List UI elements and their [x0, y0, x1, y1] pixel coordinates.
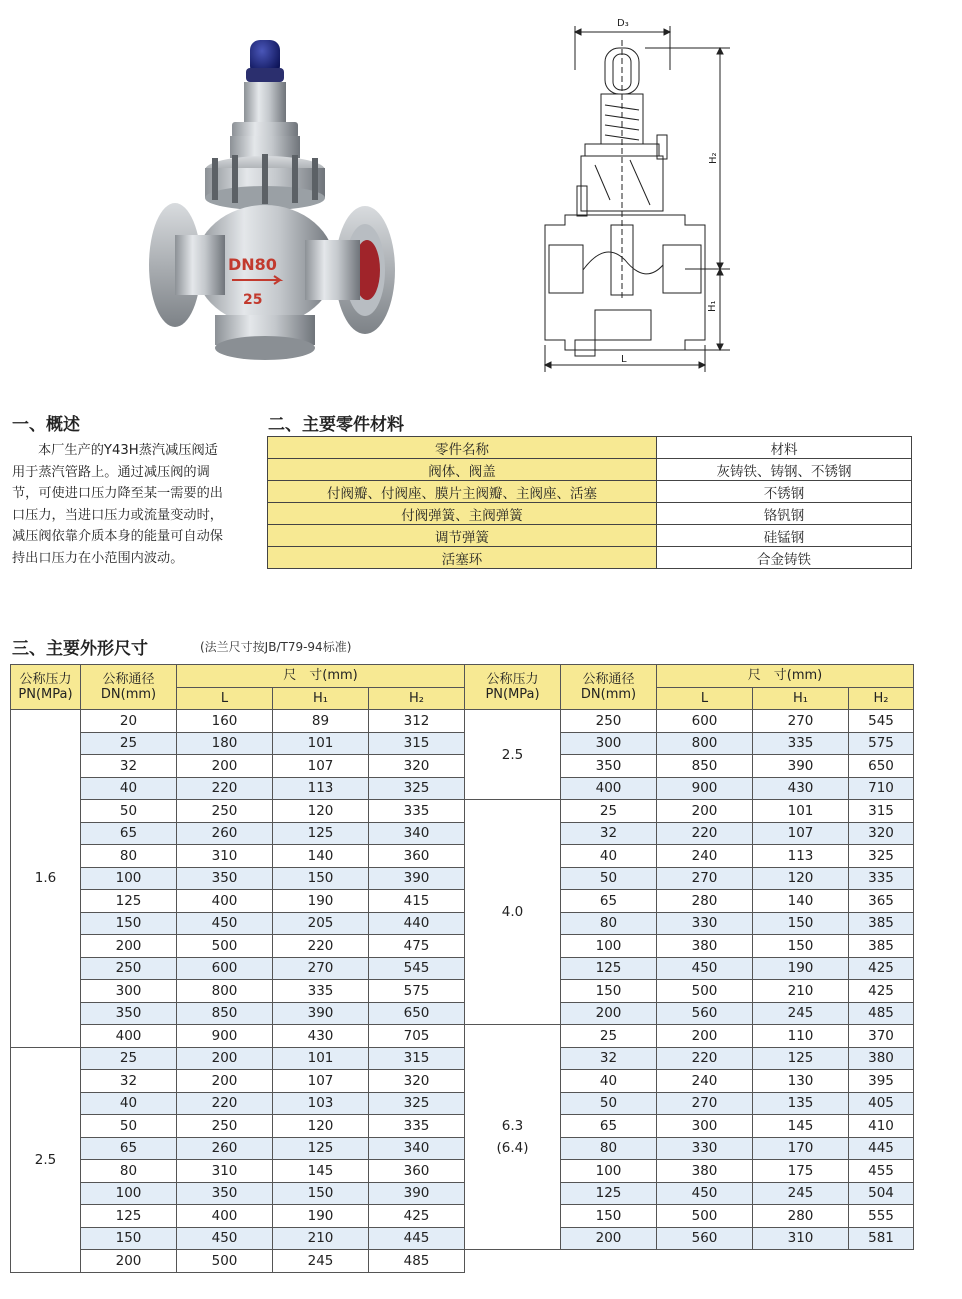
- table-row: [11, 1092, 914, 1115]
- h2-cell: 370: [849, 1025, 914, 1048]
- h1-cell: 103: [273, 1092, 369, 1115]
- table-row: [11, 890, 914, 913]
- l-cell: 600: [177, 957, 273, 980]
- l-cell: 220: [177, 1092, 273, 1115]
- pn-cell: [11, 710, 81, 1048]
- pn-label: 25: [243, 292, 263, 308]
- h1-cell: 125: [273, 1137, 369, 1160]
- l-cell: 380: [657, 1160, 753, 1183]
- dn-cell: 300: [561, 732, 657, 755]
- h2-cell: 315: [369, 732, 465, 755]
- dn-cell: 200: [81, 935, 177, 958]
- l-cell: 500: [177, 1250, 273, 1273]
- dn-cell: 200: [561, 1002, 657, 1025]
- h1-cell: 430: [753, 777, 849, 800]
- h1-cell: 280: [753, 1205, 849, 1228]
- l-cell: 260: [177, 1137, 273, 1160]
- h1-cell: 113: [753, 845, 849, 868]
- l-cell: 850: [657, 755, 753, 778]
- table-row: [11, 732, 914, 755]
- material: 合金铸铁: [657, 547, 912, 569]
- h2-cell: 545: [849, 710, 914, 733]
- h2-cell: 650: [849, 755, 914, 778]
- dn-cell: 32: [81, 755, 177, 778]
- materials-header-material: 材料: [657, 437, 912, 459]
- pn-cell: [465, 800, 561, 1025]
- header-pn: 公称压力 PN(MPa): [465, 665, 561, 710]
- material: 硅锰钢: [657, 525, 912, 547]
- table-row: [11, 1002, 914, 1025]
- dn-cell: 350: [561, 755, 657, 778]
- h1-cell: 190: [753, 957, 849, 980]
- pn-value: 6.3: [501, 1118, 524, 1134]
- intro-line: 口压力，当进口压力或流量变动时，: [12, 507, 223, 523]
- materials-header-part: 零件名称: [268, 437, 657, 459]
- h1-cell: 430: [273, 1025, 369, 1048]
- h2-cell: 581: [849, 1227, 914, 1250]
- table-row: [11, 822, 914, 845]
- h1-cell: 245: [753, 1182, 849, 1205]
- table-row: [268, 547, 912, 569]
- h1-cell: 205: [273, 912, 369, 935]
- dn-cell: 40: [561, 1070, 657, 1093]
- h1-cell: 120: [273, 800, 369, 823]
- l-cell: 270: [657, 867, 753, 890]
- h1-cell: 150: [273, 1182, 369, 1205]
- header-dims: 尺 寸(mm): [177, 665, 465, 688]
- h1-cell: 120: [753, 867, 849, 890]
- h1-cell: 101: [273, 1047, 369, 1070]
- dn-cell: 100: [81, 1182, 177, 1205]
- dn-cell: 50: [561, 867, 657, 890]
- h2-cell: 650: [369, 1002, 465, 1025]
- pn-cell: [465, 710, 561, 800]
- dn-cell: 65: [81, 1137, 177, 1160]
- h2-cell: 340: [369, 822, 465, 845]
- h2-cell: 440: [369, 912, 465, 935]
- dn-cell: 50: [81, 800, 177, 823]
- h2-cell: 485: [849, 1002, 914, 1025]
- h2-cell: 320: [369, 755, 465, 778]
- d3-label: D₃: [617, 18, 629, 29]
- intro-line: 本厂生产的Y43H蒸汽减压阀适: [38, 443, 218, 458]
- h2-cell: 385: [849, 912, 914, 935]
- h1-cell: 107: [753, 822, 849, 845]
- dn-cell: 40: [561, 845, 657, 868]
- intro-paragraph: [12, 440, 264, 569]
- dn-cell: 80: [561, 1137, 657, 1160]
- h2-cell: 415: [369, 890, 465, 913]
- h2-cell: 360: [369, 845, 465, 868]
- l-cell: 270: [657, 1092, 753, 1115]
- table-row: [268, 525, 912, 547]
- h1-cell: 107: [273, 755, 369, 778]
- h1-cell: 210: [753, 980, 849, 1003]
- section3-title: 三、主要外形尺寸: [12, 639, 148, 659]
- dn-cell: 25: [81, 732, 177, 755]
- dn-cell: 350: [81, 1002, 177, 1025]
- l-cell: 250: [177, 1115, 273, 1138]
- l-cell: 400: [177, 1205, 273, 1228]
- h1-cell: 245: [273, 1250, 369, 1273]
- h2-cell: 410: [849, 1115, 914, 1138]
- table-row: [11, 980, 914, 1003]
- h1-cell: 145: [273, 1160, 369, 1183]
- h2-cell: 315: [369, 1047, 465, 1070]
- part-name: 阀体、阀盖: [268, 459, 657, 481]
- dn-cell: 150: [561, 1205, 657, 1228]
- l-cell: 560: [657, 1002, 753, 1025]
- h1-cell: 390: [273, 1002, 369, 1025]
- h1-cell: 270: [273, 957, 369, 980]
- l-cell: 160: [177, 710, 273, 733]
- header-dims: 尺 寸(mm): [657, 665, 914, 688]
- h2-cell: 575: [369, 980, 465, 1003]
- pn-value: 2.5: [501, 746, 524, 763]
- table-row: [268, 437, 912, 459]
- dn-cell: 200: [561, 1227, 657, 1250]
- l-cell: 220: [177, 777, 273, 800]
- dn-cell: 250: [81, 957, 177, 980]
- dn-cell: 100: [561, 935, 657, 958]
- dn-cell: 20: [81, 710, 177, 733]
- h1-cell: 107: [273, 1070, 369, 1093]
- pn-value: 2.5: [34, 1151, 57, 1168]
- h2-cell: 445: [369, 1227, 465, 1250]
- dn-cell: 80: [561, 912, 657, 935]
- dimension-table: [10, 664, 914, 1273]
- h1-cell: 150: [753, 935, 849, 958]
- h1-cell: 89: [273, 710, 369, 733]
- h2-cell: 425: [369, 1205, 465, 1228]
- dn-cell: 32: [561, 822, 657, 845]
- table-row: [11, 1160, 914, 1183]
- dn-cell: 400: [561, 777, 657, 800]
- dn-cell: 65: [81, 822, 177, 845]
- table-row: [11, 755, 914, 778]
- h1-cell: 101: [753, 800, 849, 823]
- dn-cell: 300: [81, 980, 177, 1003]
- h2-cell: 340: [369, 1137, 465, 1160]
- header-h2: H₂: [369, 687, 465, 710]
- dn-cell: 25: [81, 1047, 177, 1070]
- h2-cell: 575: [849, 732, 914, 755]
- dn-label: DN80: [228, 255, 277, 274]
- h1-cell: 190: [273, 1205, 369, 1228]
- dn-cell: 150: [561, 980, 657, 1003]
- dn-cell: 125: [81, 1205, 177, 1228]
- header-l: L: [657, 687, 753, 710]
- l-cell: 280: [657, 890, 753, 913]
- l-cell: 600: [657, 710, 753, 733]
- flange-standard-note: (法兰尺寸按JB/T79-94标准): [200, 640, 352, 654]
- table-row: [11, 777, 914, 800]
- dn-cell: 25: [561, 1025, 657, 1048]
- header-pn: 公称压力 PN(MPa): [11, 665, 81, 710]
- intro-line: 减压阀依靠介质本身的能量可自动保: [12, 529, 223, 544]
- l-cell: 240: [657, 845, 753, 868]
- l-cell: 450: [657, 1182, 753, 1205]
- h1-cell: 190: [273, 890, 369, 913]
- l-cell: 900: [177, 1025, 273, 1048]
- table-row: [268, 459, 912, 481]
- l-cell: 200: [177, 1047, 273, 1070]
- h1-cell: 335: [273, 980, 369, 1003]
- dn-cell: 125: [81, 890, 177, 913]
- h2-cell: 710: [849, 777, 914, 800]
- l-cell: 250: [177, 800, 273, 823]
- table-row: [11, 867, 914, 890]
- h1-cell: 390: [753, 755, 849, 778]
- l-cell: 260: [177, 822, 273, 845]
- intro-line: 持出口压力在小范围内波动。: [12, 550, 184, 566]
- l-cell: 200: [657, 800, 753, 823]
- l-cell: 220: [657, 822, 753, 845]
- pn-cell: [11, 1047, 81, 1272]
- l-cell: 500: [657, 1205, 753, 1228]
- h1-cell: 150: [753, 912, 849, 935]
- h2-cell: 705: [369, 1025, 465, 1048]
- l-cell: 180: [177, 732, 273, 755]
- h2-cell: 325: [369, 1092, 465, 1115]
- dn-cell: 25: [561, 800, 657, 823]
- table-row: [11, 1025, 914, 1048]
- header-l: L: [177, 687, 273, 710]
- h1-cell: 245: [753, 1002, 849, 1025]
- dn-cell: 32: [81, 1070, 177, 1093]
- h2-cell: 390: [369, 1182, 465, 1205]
- dn-cell: 400: [81, 1025, 177, 1048]
- l-cell: 220: [657, 1047, 753, 1070]
- dn-cell: 40: [81, 777, 177, 800]
- h2-cell: 320: [369, 1070, 465, 1093]
- l-label: L: [621, 354, 627, 365]
- part-name: 付阀瓣、付阀座、膜片主阀瓣、主阀座、活塞: [268, 481, 657, 503]
- h2-cell: 312: [369, 710, 465, 733]
- header-h1: H₁: [753, 687, 849, 710]
- section2-title: 二、主要零件材料: [268, 415, 404, 435]
- dn-cell: 32: [561, 1047, 657, 1070]
- table-row: [11, 1182, 914, 1205]
- table-row: [11, 1115, 914, 1138]
- h2-cell: 335: [849, 867, 914, 890]
- l-cell: 200: [177, 1070, 273, 1093]
- h1-cell: 120: [273, 1115, 369, 1138]
- h2-cell: 335: [369, 800, 465, 823]
- h1-cell: 170: [753, 1137, 849, 1160]
- h2-cell: 455: [849, 1160, 914, 1183]
- table-row: [268, 481, 912, 503]
- section1-title: 一、概述: [12, 415, 80, 435]
- table-row: [11, 845, 914, 868]
- material: 不锈钢: [657, 481, 912, 503]
- l-cell: 350: [177, 867, 273, 890]
- h2-label: H₂: [708, 152, 719, 164]
- header-h2: H₂: [849, 687, 914, 710]
- valve-photo: [140, 30, 405, 375]
- material: 铬钒钢: [657, 503, 912, 525]
- materials-table: [267, 436, 912, 569]
- h2-cell: 425: [849, 957, 914, 980]
- dn-cell: 150: [81, 1227, 177, 1250]
- h2-cell: 555: [849, 1205, 914, 1228]
- l-cell: 330: [657, 1137, 753, 1160]
- l-cell: 330: [657, 912, 753, 935]
- l-cell: 560: [657, 1227, 753, 1250]
- material: 灰铸铁、铸钢、不锈钢: [657, 459, 912, 481]
- l-cell: 350: [177, 1182, 273, 1205]
- header-h1: H₁: [273, 687, 369, 710]
- dn-cell: 150: [81, 912, 177, 935]
- valve-drawing: [535, 10, 750, 375]
- h2-cell: 360: [369, 1160, 465, 1183]
- h1-cell: 110: [753, 1025, 849, 1048]
- h2-cell: 320: [849, 822, 914, 845]
- l-cell: 380: [657, 935, 753, 958]
- l-cell: 310: [177, 845, 273, 868]
- part-name: 调节弹簧: [268, 525, 657, 547]
- table-row: [11, 800, 914, 823]
- dn-cell: 40: [81, 1092, 177, 1115]
- h2-cell: 475: [369, 935, 465, 958]
- l-cell: 800: [177, 980, 273, 1003]
- dn-cell: 80: [81, 845, 177, 868]
- h2-cell: 325: [369, 777, 465, 800]
- h2-cell: 335: [369, 1115, 465, 1138]
- table-row: [11, 957, 914, 980]
- h2-cell: 365: [849, 890, 914, 913]
- header-dn: 公称通径 DN(mm): [561, 665, 657, 710]
- intro-line: 用于蒸汽管路上。通过减压阀的调: [12, 464, 210, 480]
- dn-cell: 65: [561, 890, 657, 913]
- l-cell: 850: [177, 1002, 273, 1025]
- intro-line: 节，可使进口压力降至某一需要的出: [12, 486, 223, 501]
- dn-cell: 100: [81, 867, 177, 890]
- h1-cell: 220: [273, 935, 369, 958]
- h1-cell: 150: [273, 867, 369, 890]
- l-cell: 200: [657, 1025, 753, 1048]
- part-name: 活塞环: [268, 547, 657, 569]
- h1-cell: 175: [753, 1160, 849, 1183]
- l-cell: 900: [657, 777, 753, 800]
- h2-cell: 504: [849, 1182, 914, 1205]
- h1-cell: 140: [273, 845, 369, 868]
- l-cell: 500: [657, 980, 753, 1003]
- h2-cell: 390: [369, 867, 465, 890]
- h1-cell: 125: [753, 1047, 849, 1070]
- dn-cell: 50: [81, 1115, 177, 1138]
- h2-cell: 485: [369, 1250, 465, 1273]
- h2-cell: 325: [849, 845, 914, 868]
- dn-cell: 200: [81, 1250, 177, 1273]
- h1-cell: 101: [273, 732, 369, 755]
- l-cell: 400: [177, 890, 273, 913]
- table-row: [11, 1205, 914, 1228]
- h2-cell: 380: [849, 1047, 914, 1070]
- dn-cell: 65: [561, 1115, 657, 1138]
- dn-cell: 250: [561, 710, 657, 733]
- h2-cell: 395: [849, 1070, 914, 1093]
- dn-cell: 100: [561, 1160, 657, 1183]
- table-row: [268, 503, 912, 525]
- l-cell: 450: [177, 1227, 273, 1250]
- h1-cell: 140: [753, 890, 849, 913]
- part-name: 付阀弹簧、主阀弹簧: [268, 503, 657, 525]
- h1-cell: 125: [273, 822, 369, 845]
- h2-cell: 445: [849, 1137, 914, 1160]
- dn-cell: 50: [561, 1092, 657, 1115]
- table-row: [11, 1047, 914, 1070]
- h1-cell: 135: [753, 1092, 849, 1115]
- h2-cell: 315: [849, 800, 914, 823]
- pn-value-alt: (6.4): [496, 1140, 529, 1156]
- table-header-row: [11, 665, 914, 688]
- h2-cell: 425: [849, 980, 914, 1003]
- l-cell: 800: [657, 732, 753, 755]
- l-cell: 310: [177, 1160, 273, 1183]
- l-cell: 500: [177, 935, 273, 958]
- h1-cell: 210: [273, 1227, 369, 1250]
- header-dn: 公称通径 DN(mm): [81, 665, 177, 710]
- l-cell: 240: [657, 1070, 753, 1093]
- h1-cell: 335: [753, 732, 849, 755]
- h1-cell: 130: [753, 1070, 849, 1093]
- l-cell: 450: [657, 957, 753, 980]
- h1-cell: 113: [273, 777, 369, 800]
- pn-cell: [465, 1025, 561, 1250]
- h1-cell: 145: [753, 1115, 849, 1138]
- table-row: [11, 1250, 914, 1273]
- dn-cell: 125: [561, 957, 657, 980]
- h2-cell: 405: [849, 1092, 914, 1115]
- h2-cell: 385: [849, 935, 914, 958]
- table-row: [11, 710, 914, 733]
- h1-cell: 310: [753, 1227, 849, 1250]
- l-cell: 300: [657, 1115, 753, 1138]
- h2-cell: 545: [369, 957, 465, 980]
- l-cell: 200: [177, 755, 273, 778]
- table-row: [11, 1137, 914, 1160]
- pn-value: 4.0: [501, 904, 524, 920]
- table-row: [11, 912, 914, 935]
- table-row: [11, 935, 914, 958]
- l-cell: 450: [177, 912, 273, 935]
- dn-cell: 125: [561, 1182, 657, 1205]
- h1-cell: 270: [753, 710, 849, 733]
- table-row: [11, 1227, 914, 1250]
- dn-cell: 80: [81, 1160, 177, 1183]
- table-row: [11, 1070, 914, 1093]
- h1-label: H₁: [707, 300, 718, 312]
- pn-value: 1.6: [34, 870, 57, 887]
